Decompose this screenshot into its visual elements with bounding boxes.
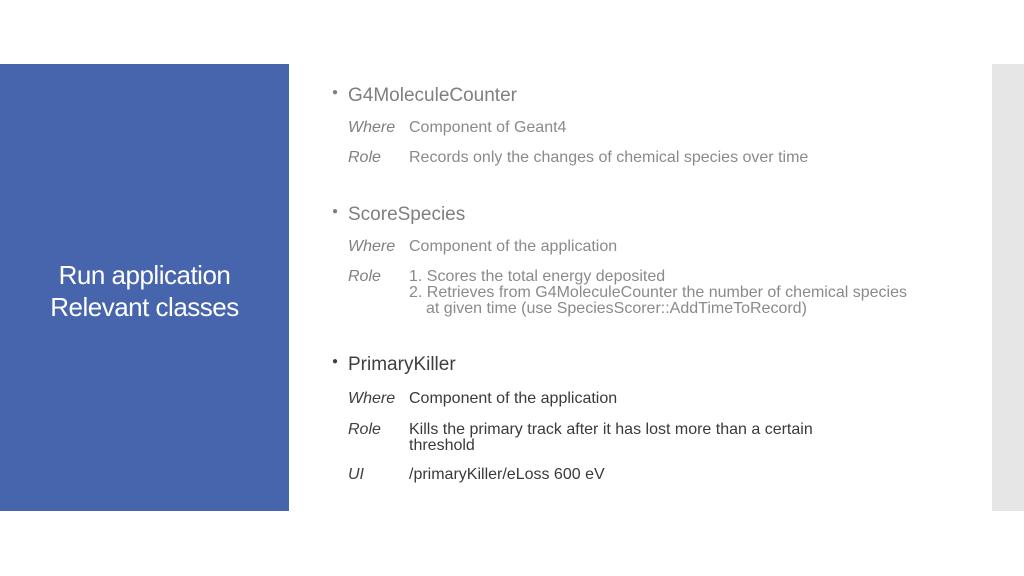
role-row — [348, 150, 949, 166]
where-label: Where — [348, 119, 396, 136]
slide-title — [50, 259, 239, 323]
role-line-1: 1. Scores the total energy deposited — [409, 268, 666, 285]
role-value: Records only the changes of chemical species over time — [409, 149, 809, 166]
bullet-icon: ● — [332, 356, 339, 367]
ui-value: /primaryKiller/eLoss 600 eV — [409, 466, 605, 483]
slide-title-line-1: Run application — [58, 259, 231, 290]
section-title: PrimaryKiller — [348, 354, 456, 375]
where-label: Where — [348, 390, 396, 407]
section-g4moleculecounter — [332, 84, 972, 166]
slide-title-line-2: Relevant classes — [50, 291, 239, 322]
role-row — [348, 422, 949, 454]
right-side-bar — [992, 64, 1024, 511]
where-row — [348, 391, 949, 407]
role-value — [409, 269, 949, 317]
role-line-2: 2. Retrieves from G4MoleculeCounter the number of chemical species — [409, 284, 907, 301]
role-line-2: threshold — [409, 437, 475, 454]
ui-row — [348, 467, 949, 483]
section-primarykiller — [332, 353, 972, 483]
role-label: Role — [348, 149, 381, 166]
slide-content — [332, 0, 972, 576]
role-line-1: Kills the primary track after it has lost more than a certain — [409, 421, 813, 438]
role-label: Role — [348, 268, 381, 285]
where-row — [348, 120, 949, 136]
bullet-icon: ● — [332, 206, 339, 217]
where-value: Component of the application — [409, 238, 618, 255]
bullet-icon: ● — [332, 87, 339, 98]
where-label: Where — [348, 238, 396, 255]
where-value: Component of the application — [409, 390, 618, 407]
ui-label: UI — [348, 466, 364, 483]
role-value — [409, 422, 949, 454]
role-label: Role — [348, 421, 381, 438]
role-line-3: at given time (use SpeciesScorer::AddTimeToRecord) — [426, 300, 807, 317]
role-row — [348, 269, 949, 317]
section-title: ScoreSpecies — [348, 204, 466, 225]
where-row — [348, 239, 949, 255]
section-title: G4MoleculeCounter — [348, 85, 517, 106]
title-panel — [0, 64, 289, 511]
where-value: Component of Geant4 — [409, 119, 567, 136]
section-scorespecies — [332, 203, 972, 317]
